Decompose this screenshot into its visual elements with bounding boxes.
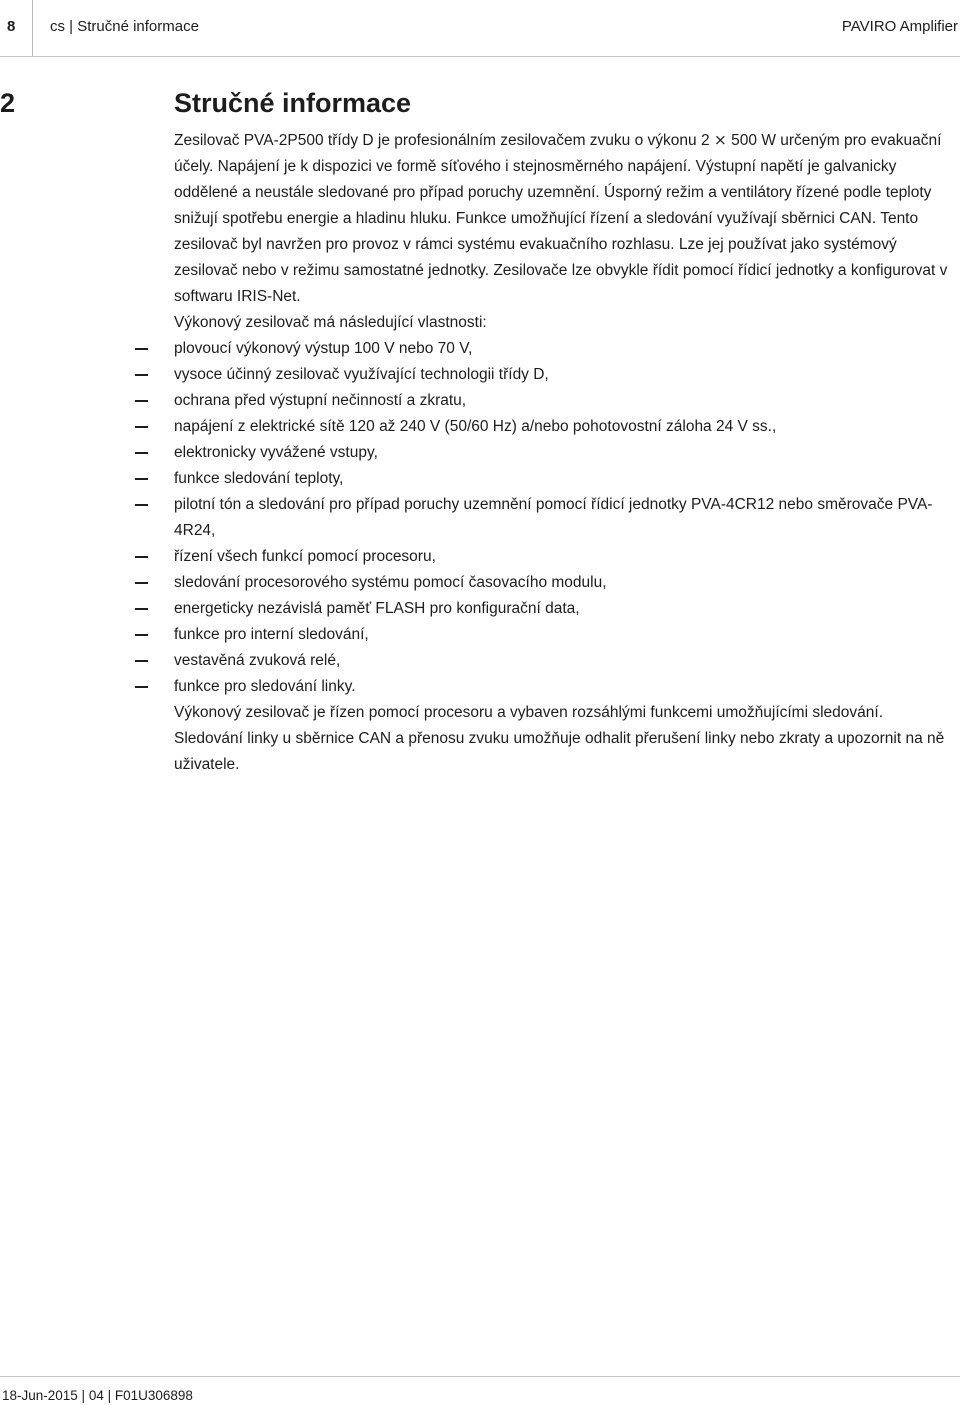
dash-bullet-icon (135, 556, 148, 558)
list-item (135, 440, 950, 466)
dash-bullet-icon (135, 426, 148, 428)
list-item-text: řízení všech funkcí pomocí procesoru, (174, 548, 436, 565)
features-list (174, 336, 950, 700)
list-item-text: vestavěná zvuková relé, (174, 652, 341, 669)
dash-bullet-icon (135, 374, 148, 376)
dash-bullet-icon (135, 504, 148, 506)
dash-bullet-icon (135, 452, 148, 454)
list-item-text: funkce sledování teploty, (174, 470, 344, 487)
header-rule (0, 56, 960, 57)
footer-document-info: 18-Jun-2015 | 04 | F01U306898 (2, 1388, 193, 1403)
header-chapter-label: cs | Stručné informace (50, 18, 199, 35)
closing-paragraph: Výkonový zesilovač je řízen pomocí procesoru a vybaven rozsáhlými funkcemi umožňujícími sledování. Sledování linky u sběrnice CAN a přenosu zvuku umožňuje odhalit přerušení linky nebo zkraty a upozornit na ně uživatele. (174, 704, 945, 773)
list-item (135, 362, 950, 388)
list-item (135, 336, 950, 362)
page-header (0, 0, 960, 56)
list-item-text: energeticky nezávislá paměť FLASH pro konfigurační data, (174, 600, 580, 617)
dash-bullet-icon (135, 400, 148, 402)
list-item-text: funkce pro interní sledování, (174, 626, 369, 643)
section-number: 2 (0, 88, 16, 118)
dash-bullet-icon (135, 348, 148, 350)
intro-paragraph: Zesilovač PVA-2P500 třídy D je profesionálním zesilovačem zvuku o výkonu 2 ⨯ 500 W určeným pro evakuační účely. Napájení je k dispozici ve formě síťového i stejnosměrného napájení. Výstupní napětí je galvanicky oddělené a neustále sledované pro případ poruchy uzemnění. Úsporný režim a ventilátory řízené podle teploty snižují spotřebu energie a hladinu hluku. Funkce umožňující řízení a sledování využívají sběrnici CAN. Tento zesilovač byl navržen pro provoz v rámci systému evakuačního rozhlasu. Lze jej používat jako systémový zesilovač nebo v režimu samostatné jednotky. Zesilovače lze obvykle řídit pomocí řídicí jednotky a konfigurovat v softwaru IRIS-Net. (174, 132, 948, 305)
page-number: 8 (7, 18, 16, 35)
footer-rule (0, 1376, 960, 1377)
dash-bullet-icon (135, 478, 148, 480)
section-body (174, 128, 950, 778)
dash-bullet-icon (135, 582, 148, 584)
list-item (135, 414, 950, 440)
list-item-text: vysoce účinný zesilovač využívající technologii třídy D, (174, 366, 549, 383)
list-item-text: elektronicky vyvážené vstupy, (174, 444, 378, 461)
list-item (135, 648, 950, 674)
list-item (135, 622, 950, 648)
list-item (135, 544, 950, 570)
section-title: Stručné informace (174, 88, 412, 118)
dash-bullet-icon (135, 686, 148, 688)
list-item (135, 570, 950, 596)
dash-bullet-icon (135, 634, 148, 636)
list-item (135, 674, 950, 700)
list-item (135, 492, 950, 544)
list-item-text: pilotní tón a sledování pro případ poruchy uzemnění pomocí řídicí jednotky PVA-4CR12 nebo směrovače PVA-4R24, (174, 496, 933, 539)
list-item-text: plovoucí výkonový výstup 100 V nebo 70 V, (174, 340, 473, 357)
list-item-text: sledování procesorového systému pomocí časovacího modulu, (174, 574, 607, 591)
features-lead-in: Výkonový zesilovač má následující vlastnosti: (174, 314, 487, 331)
dash-bullet-icon (135, 608, 148, 610)
list-item-text: funkce pro sledování linky. (174, 678, 356, 695)
list-item (135, 466, 950, 492)
dash-bullet-icon (135, 660, 148, 662)
header-product-name: PAVIRO Amplifier (841, 18, 958, 35)
list-item (135, 596, 950, 622)
header-divider (32, 0, 33, 56)
list-item-text: napájení z elektrické sítě 120 až 240 V (50/60 Hz) a/nebo pohotovostní záloha 24 V ss., (174, 418, 777, 435)
list-item (135, 388, 950, 414)
list-item-text: ochrana před výstupní nečinností a zkratu, (174, 392, 467, 409)
